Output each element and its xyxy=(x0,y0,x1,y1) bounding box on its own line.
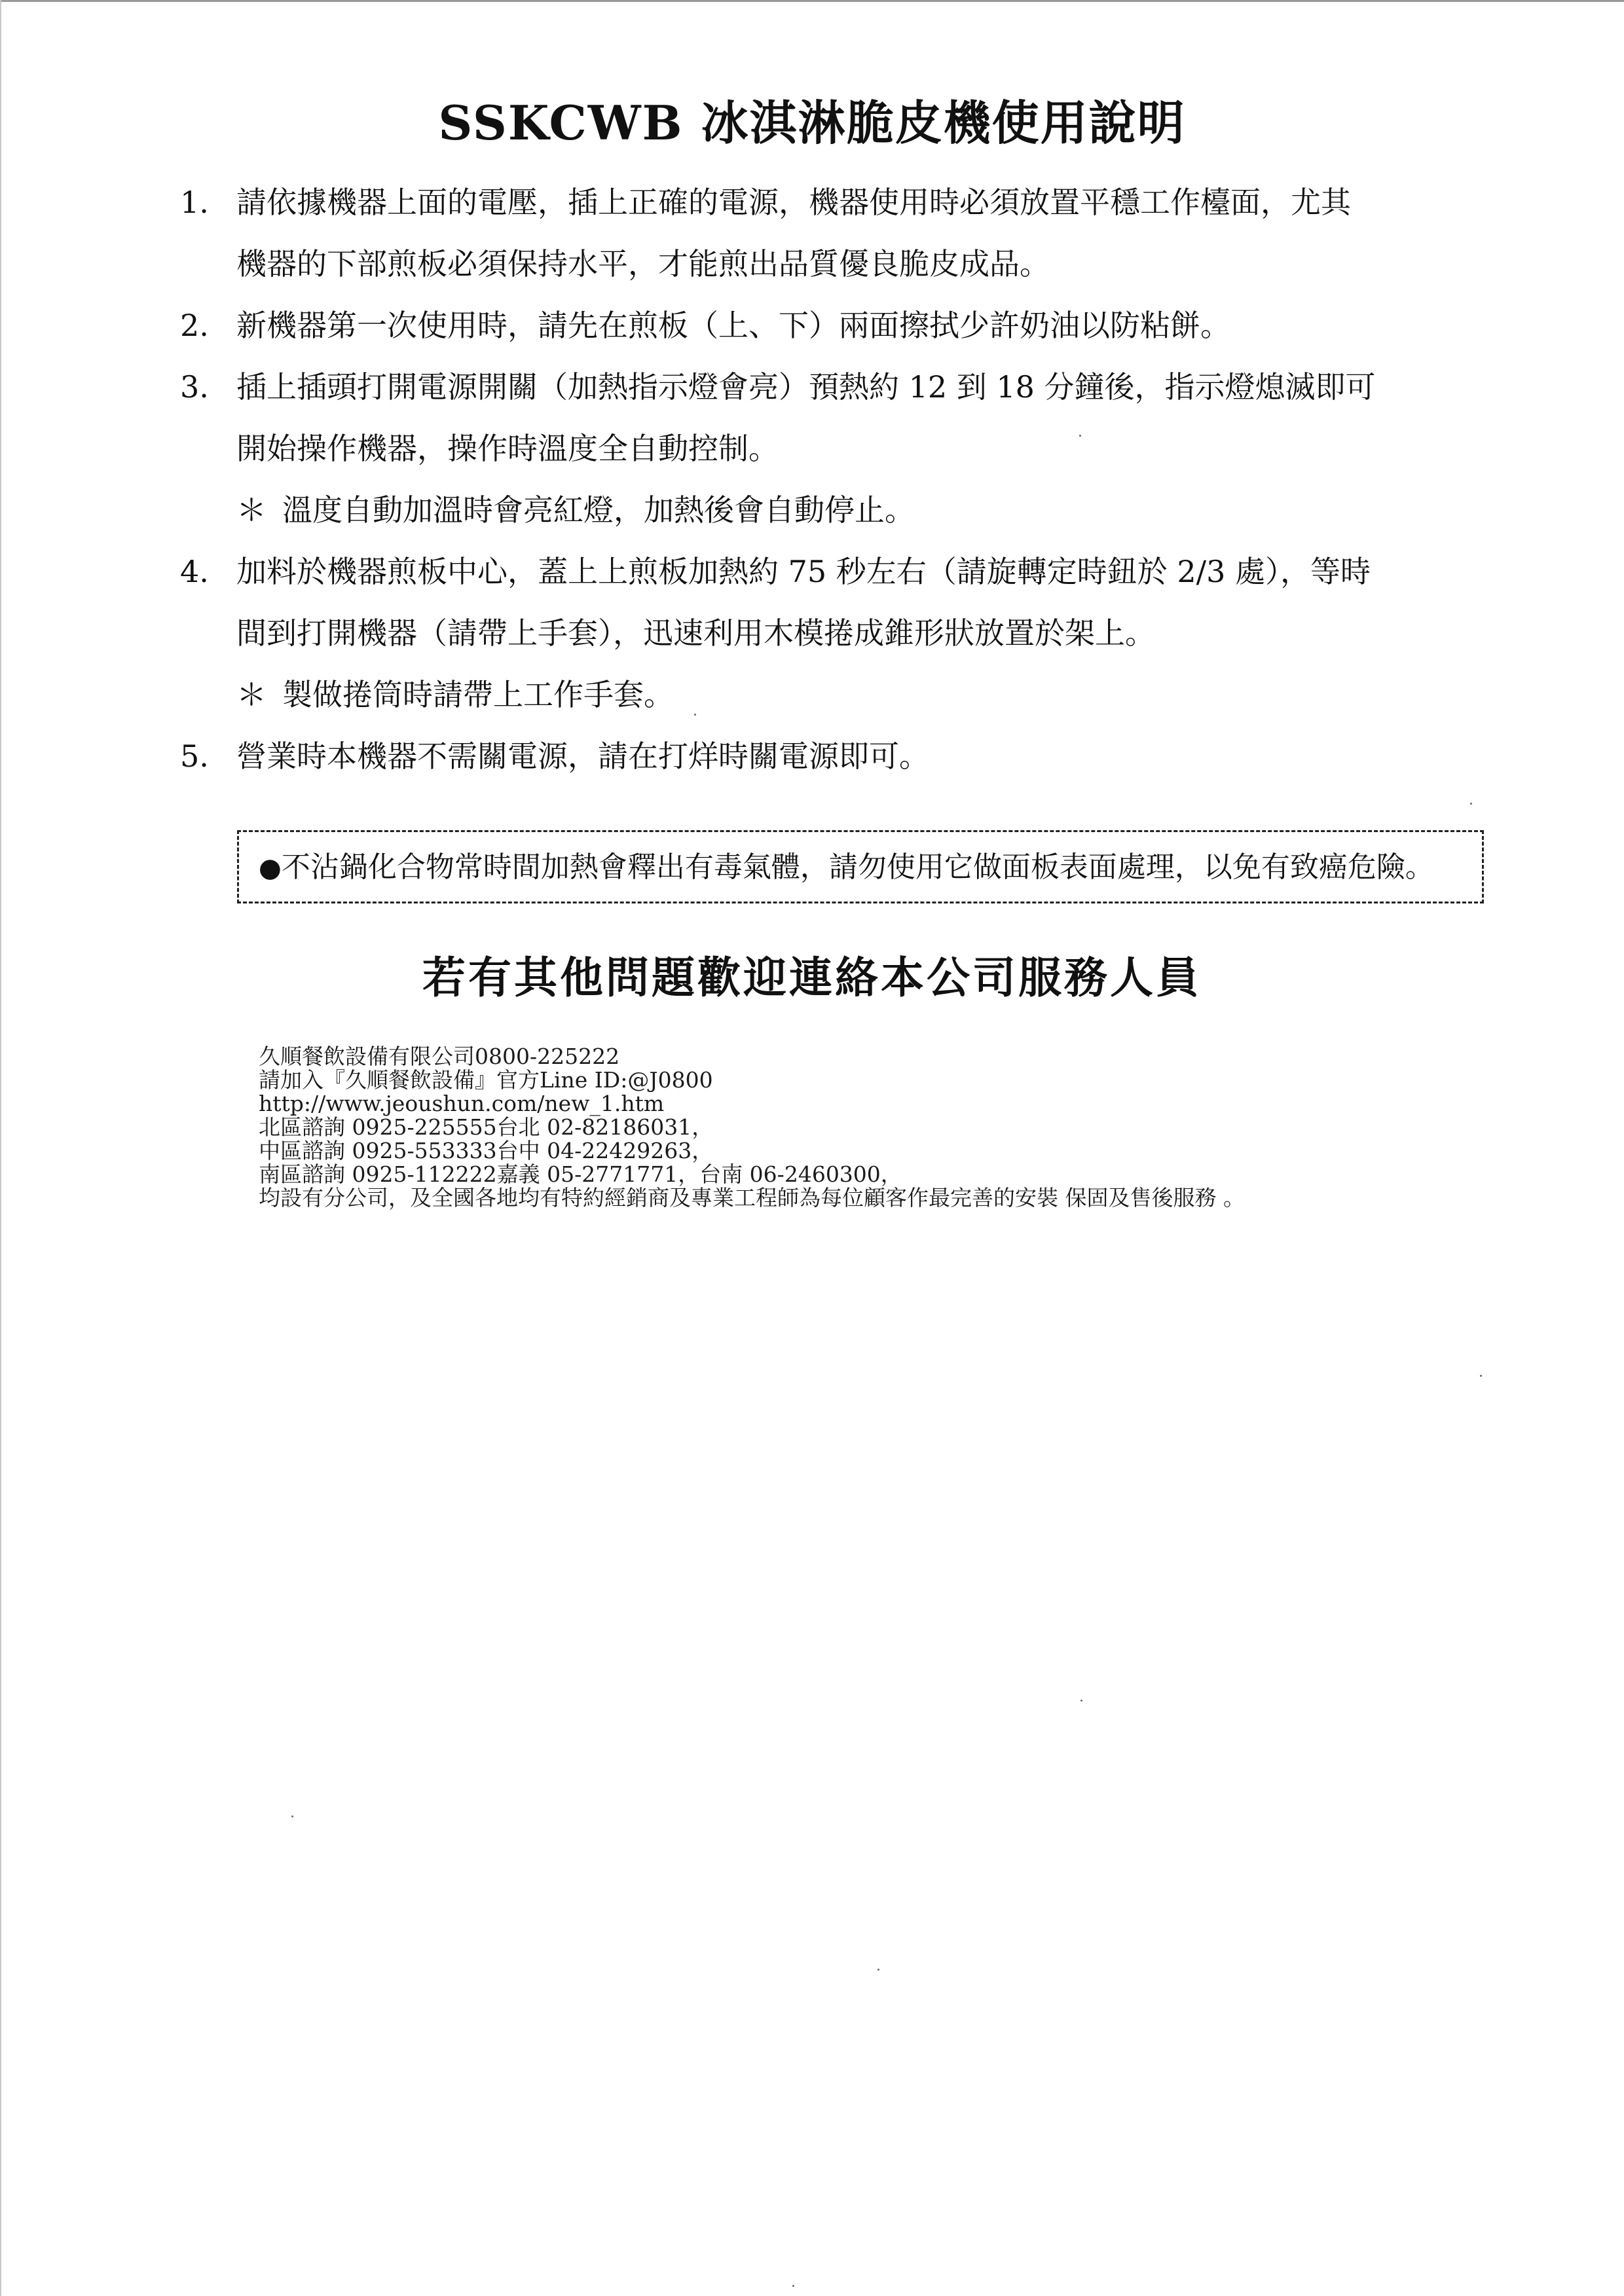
item-number: 4. xyxy=(180,554,209,589)
central-contact-line: 中區諮詢 0925-553333台中 04-22429263， xyxy=(259,1138,714,1163)
scan-edge-top xyxy=(0,0,1624,2)
scan-speck xyxy=(694,714,696,716)
instruction-item-1 xyxy=(180,172,1490,295)
scan-speck xyxy=(1079,435,1081,437)
north-contact-line: 北區諮詢 0925-225555台北 02-82186031， xyxy=(259,1114,714,1140)
scan-speck xyxy=(877,1969,879,1971)
item-text-line: 新機器第一次使用時，請先在煎板（上、下）兩面擦拭少許奶油以防粘餅。 xyxy=(236,308,1230,343)
scan-speck xyxy=(1080,1700,1082,1702)
item-text-line: 加料於機器煎板中心，蓋上上煎板加熱約 75 秒左右（請旋轉定時鈕於 2/3 處），等時 xyxy=(236,554,1371,589)
asterisk-icon: ＊ xyxy=(236,677,267,712)
item-text-line: 開始操作機器，操作時溫度全自動控制。 xyxy=(236,431,779,466)
website-line: http://www.jeoushun.com/new_1.htm xyxy=(259,1091,665,1116)
item-number: 2. xyxy=(180,308,209,343)
warning-message: 不沾鍋化合物常時間加熱會釋出有毒氣體，請勿使用它做面板表面處理，以免有致癌危險。 xyxy=(281,850,1434,884)
warning-box xyxy=(237,830,1484,903)
scan-speck xyxy=(291,1815,293,1817)
line-id-line: 請加入『久順餐飲設備』官方Line ID:@J0800 xyxy=(259,1067,713,1093)
item-number: 5. xyxy=(180,738,209,774)
warning-text xyxy=(259,848,1434,888)
company-name-line: 久順餐飲設備有限公司0800-225222 xyxy=(259,1044,620,1069)
item-text-line: 營業時本機器不需關電源，請在打烊時關電源即可。 xyxy=(236,738,929,774)
scan-speck xyxy=(1480,1375,1482,1377)
south-contact-line: 南區諮詢 0925-112222嘉義 05-2771771，台南 06-2460300， xyxy=(259,1161,902,1187)
item-text-line: 間到打開機器（請帶上手套），迅速利用木模捲成錐形狀放置於架上。 xyxy=(236,615,1155,651)
item-number: 3. xyxy=(180,369,209,405)
scan-edge-left xyxy=(0,0,1,2296)
item-note xyxy=(180,479,1490,541)
instruction-item-2 xyxy=(180,295,1490,356)
page-title: SSKCWB 冰淇淋脆皮機使用說明 xyxy=(438,95,1186,151)
scan-speck xyxy=(792,2285,794,2287)
item-text-line: 請依據機器上面的電壓，插上正確的電源，機器使用時必須放置平穩工作檯面，尤其 xyxy=(236,185,1351,220)
instruction-item-3 xyxy=(180,356,1490,541)
instruction-item-4 xyxy=(180,541,1490,725)
item-note-text: 溫度自動加溫時會亮紅燈，加熱後會自動停止。 xyxy=(282,492,915,528)
service-line: 均設有分公司，及全國各地均有特約經銷商及專業工程師為每位顧客作最完善的安裝 保固及售後服務 。 xyxy=(259,1185,1245,1211)
asterisk-icon: ＊ xyxy=(236,492,267,528)
item-number: 1. xyxy=(180,185,209,220)
item-note xyxy=(180,664,1490,725)
company-info xyxy=(259,1045,1245,1210)
scan-speck xyxy=(1470,803,1472,805)
instruction-list xyxy=(180,172,1490,787)
contact-heading: 若有其他問題歡迎連絡本公司服務人員 xyxy=(422,953,1202,1003)
item-text-line: 機器的下部煎板必須保持水平，才能煎出品質優良脆皮成品。 xyxy=(236,246,1050,282)
item-text-line: 插上插頭打開電源開關（加熱指示燈會亮）預熱約 12 到 18 分鐘後，指示燈熄滅即可 xyxy=(236,369,1376,405)
bullet-icon: ● xyxy=(259,853,282,883)
instruction-item-5 xyxy=(180,725,1490,787)
item-note-text: 製做捲筒時請帶上工作手套。 xyxy=(282,677,674,712)
